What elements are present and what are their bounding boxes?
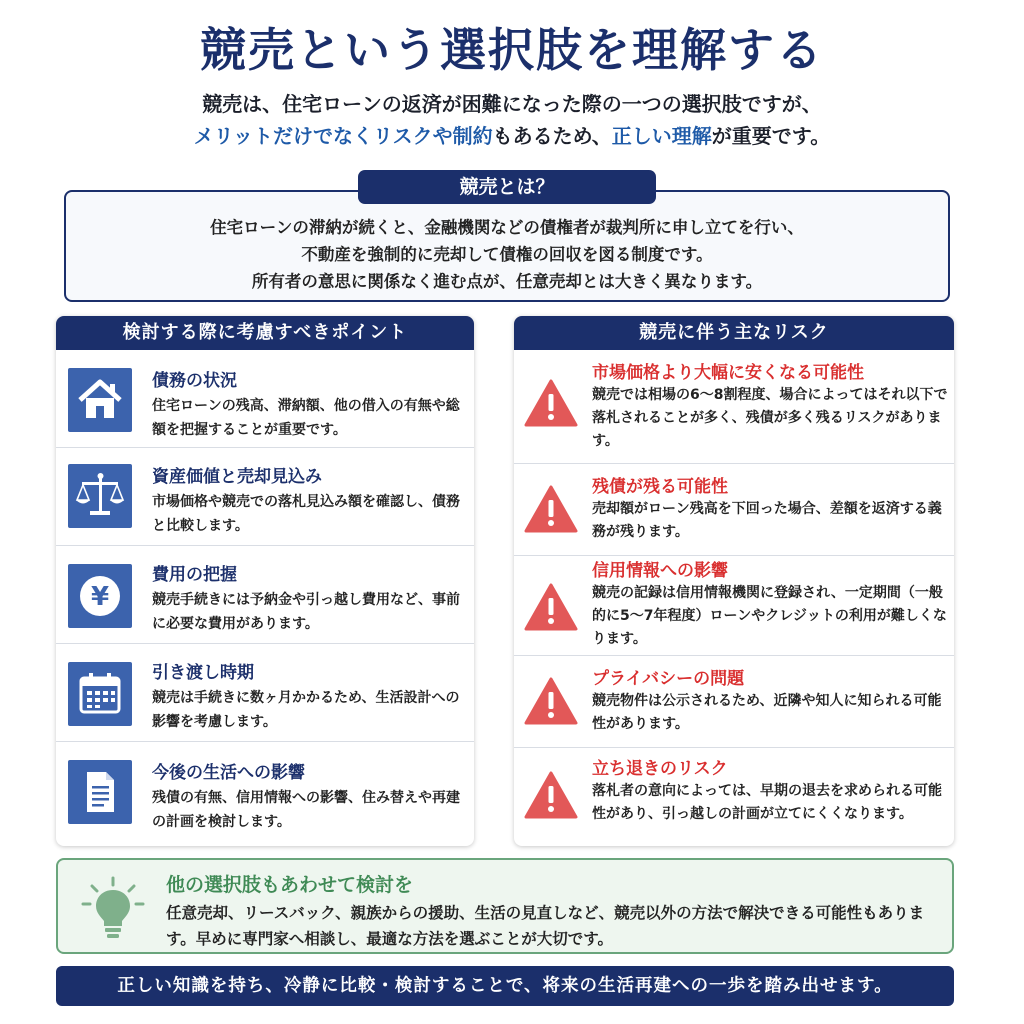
lead-line-2	[0, 120, 1024, 152]
risks-card	[514, 316, 954, 846]
lead-segment: が重要です。	[711, 124, 831, 148]
warning-icon	[524, 484, 578, 534]
point-title: 費用の把握	[152, 565, 237, 585]
point-title: 債務の状況	[152, 371, 237, 391]
calendar-icon	[68, 662, 132, 726]
definition-line: 不動産を強制的に売却して債権の回収を図る制度です。	[301, 245, 713, 264]
point-item	[56, 546, 474, 644]
lightbulb-icon	[78, 876, 148, 942]
lead-segment: リスクや制約	[372, 124, 493, 148]
point-item	[56, 448, 474, 546]
point-item	[56, 742, 474, 846]
warning-icon	[524, 582, 578, 632]
lead-segment: もあるため、	[492, 124, 612, 148]
tip-title: 他の選択肢もあわせて検討を	[166, 874, 414, 896]
point-desc: 競売手続きには予納金や引っ越し費用など、事前に必要な費用があります。	[152, 592, 460, 632]
risk-title: 立ち退きのリスク	[592, 759, 728, 779]
risk-title: 市場価格より大幅に安くなる可能性	[592, 363, 864, 383]
risk-desc: 落札者の意向によっては、早期の退去を求められる可能性があり、引っ越しの計画が立てにくくなります。	[592, 783, 942, 822]
definition-line: 所有者の意思に関係なく進む点が、任意売却とは大きく異なります。	[251, 272, 763, 291]
yen-icon	[68, 564, 132, 628]
definition-label: 競売とは？	[358, 170, 656, 204]
points-header: 検討する際に考慮すべきポイント	[56, 316, 474, 350]
point-desc: 住宅ローンの残高、滞納額、他の借入の有無や総額を把握することが重要です。	[152, 398, 460, 438]
risk-desc: 競売物件は公示されるため、近隣や知人に知られる可能性があります。	[592, 693, 942, 732]
lead-segment: メリットだけでなく	[193, 124, 373, 148]
definition-line: 住宅ローンの滞納が続くと、金融機関などの債権者が裁判所に申し立てを行い、	[210, 218, 804, 237]
risk-title: 信用情報への影響	[592, 561, 728, 581]
risk-item	[514, 350, 954, 464]
risk-item	[514, 556, 954, 656]
point-title: 引き渡し時期	[152, 663, 254, 683]
risk-desc: 競売の記録は信用情報機関に登録され、一定期間（一般的に5〜7年程度）ローンやクレジットの利用が難しくなります。	[592, 585, 947, 647]
lead-line-1: 競売は、住宅ローンの返済が困難になった際の一つの選択肢ですが、	[202, 92, 822, 116]
page-title: 競売という選択肢を理解する	[200, 23, 824, 77]
svg-text:¥: ¥	[90, 582, 110, 612]
warning-icon	[524, 378, 578, 428]
house-icon	[68, 368, 132, 432]
point-title: 資産価値と売却見込み	[152, 467, 322, 487]
scales-icon	[68, 464, 132, 528]
risk-title: 残債が残る可能性	[592, 477, 728, 497]
point-item	[56, 644, 474, 742]
warning-icon	[524, 676, 578, 726]
risk-desc: 売却額がローン残高を下回った場合、差額を返済する義務が残ります。	[592, 501, 942, 540]
tip-desc: 任意売却、リースバック、親族からの援助、生活の見直しなど、競売以外の方法で解決できる可能性もあります。早めに専門家へ相談し、最適な方法を選ぶことが大切です。	[166, 904, 925, 948]
lead-text	[0, 88, 1024, 152]
point-desc: 競売は手続きに数ヶ月かかるため、生活設計への影響を考慮します。	[152, 690, 460, 730]
risk-title: プライバシーの問題	[592, 669, 745, 689]
risk-item	[514, 464, 954, 556]
lead-segment: 正しい理解	[611, 124, 712, 148]
risk-item	[514, 656, 954, 748]
point-desc: 残債の有無、信用情報への影響、住み替えや再建の計画を検討します。	[152, 790, 460, 830]
point-desc: 市場価格や競売での落札見込み額を確認し、債務と比較します。	[152, 494, 460, 534]
point-title: 今後の生活への影響	[152, 763, 305, 783]
warning-icon	[524, 770, 578, 820]
risks-header: 競売に伴う主なリスク	[514, 316, 954, 350]
bottom-banner: 正しい知識を持ち、冷静に比較・検討することで、将来の生活再建への一歩を踏み出せます。	[56, 966, 954, 1006]
definition-box	[64, 190, 950, 302]
point-item	[56, 350, 474, 448]
points-card	[56, 316, 474, 846]
risk-desc: 競売では相場の6〜8割程度、場合によってはそれ以下で落札されることが多く、残債が多く残るリスクがあります。	[592, 387, 948, 449]
document-icon	[68, 760, 132, 824]
risk-item	[514, 748, 954, 846]
tip-box	[56, 858, 954, 954]
